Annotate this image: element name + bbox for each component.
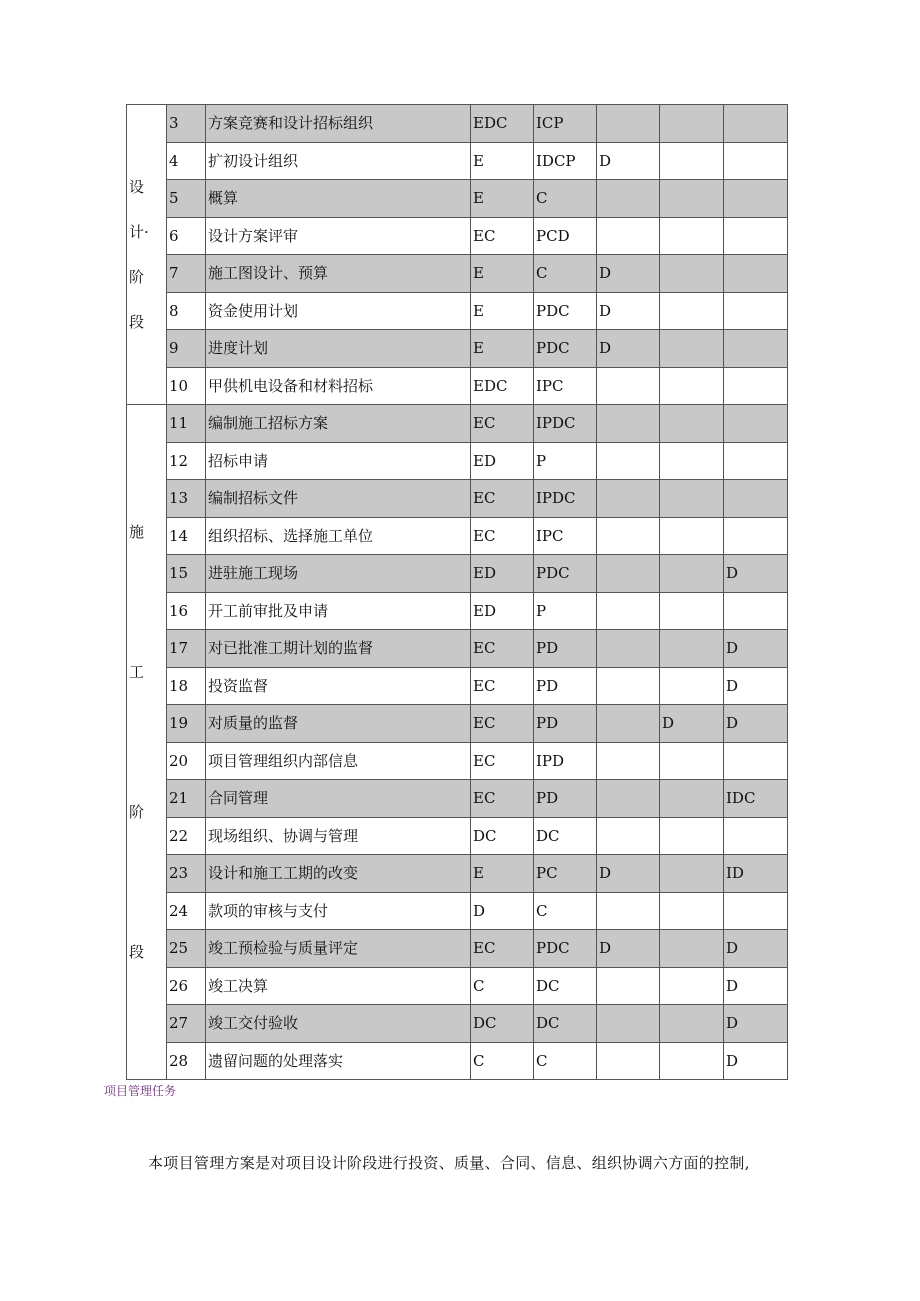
table-row [127,742,788,780]
role-cell-3 [597,180,660,218]
role-cell-4 [660,630,724,668]
role-cell-4 [660,255,724,293]
row-number: 20 [167,742,206,780]
role-cell-4 [660,592,724,630]
task-name: 资金使用计划 [206,292,471,330]
role-cell-3 [597,105,660,143]
row-number: 15 [167,555,206,593]
role-cell-3 [597,705,660,743]
task-name: 施工图设计、预算 [206,255,471,293]
role-cell-5: D [724,967,788,1005]
role-cell-4 [660,180,724,218]
role-cell-4 [660,1042,724,1080]
row-number: 14 [167,517,206,555]
role-cell-1: E [471,855,534,893]
role-cell-4 [660,780,724,818]
role-cell-3: D [597,930,660,968]
task-name: 进度计划 [206,330,471,368]
phase-char: 段 [129,943,145,961]
role-cell-1: C [471,967,534,1005]
table-row [127,817,788,855]
role-cell-1: ED [471,592,534,630]
role-cell-2: PD [534,630,597,668]
role-cell-4 [660,367,724,405]
task-name: 合同管理 [206,780,471,818]
task-name: 组织招标、选择施工单位 [206,517,471,555]
role-cell-4 [660,892,724,930]
row-number: 24 [167,892,206,930]
role-cell-2: PD [534,780,597,818]
role-cell-1: E [471,292,534,330]
role-cell-3: D [597,855,660,893]
role-cell-5: D [724,930,788,968]
role-cell-4 [660,330,724,368]
role-cell-5: D [724,667,788,705]
task-name: 进驻施工现场 [206,555,471,593]
role-cell-3 [597,667,660,705]
task-name: 项目管理组织内部信息 [206,742,471,780]
role-cell-5 [724,405,788,443]
role-cell-3 [597,592,660,630]
row-number: 7 [167,255,206,293]
table-caption: 项目管理任务 [104,1084,177,1098]
role-cell-3 [597,817,660,855]
table-row [127,667,788,705]
row-number: 8 [167,292,206,330]
role-cell-5: ID [724,855,788,893]
table-row [127,705,788,743]
role-cell-1: EC [471,217,534,255]
role-cell-3 [597,892,660,930]
phase-cell-construction [127,405,167,1080]
role-cell-1: C [471,1042,534,1080]
role-cell-5 [724,480,788,518]
phase-cell-design [127,105,167,405]
row-number: 13 [167,480,206,518]
role-cell-3 [597,1005,660,1043]
role-cell-4 [660,292,724,330]
table-row [127,1042,788,1080]
role-cell-4 [660,405,724,443]
phase-char: 工 [129,663,145,681]
table-row [127,855,788,893]
task-name: 开工前审批及申请 [206,592,471,630]
role-cell-5 [724,517,788,555]
task-name: 方案竞赛和设计招标组织 [206,105,471,143]
row-number: 21 [167,780,206,818]
role-cell-2: IPC [534,517,597,555]
role-cell-2: C [534,1042,597,1080]
role-cell-2: DC [534,1005,597,1043]
role-cell-2: DC [534,817,597,855]
role-cell-3 [597,630,660,668]
role-cell-1: EC [471,480,534,518]
phase-char: 段 [129,313,145,331]
row-number: 23 [167,855,206,893]
row-number: 18 [167,667,206,705]
role-cell-2: IPC [534,367,597,405]
role-cell-3: D [597,330,660,368]
table-row [127,555,788,593]
row-number: 19 [167,705,206,743]
role-cell-3 [597,967,660,1005]
role-cell-5 [724,442,788,480]
table-row [127,180,788,218]
role-cell-2: PDC [534,330,597,368]
role-cell-2: IPD [534,742,597,780]
role-cell-5: D [724,630,788,668]
role-cell-2: C [534,892,597,930]
row-number: 10 [167,367,206,405]
role-cell-5: D [724,705,788,743]
role-cell-1: E [471,180,534,218]
task-name: 竣工预检验与质量评定 [206,930,471,968]
task-name: 竣工决算 [206,967,471,1005]
phase-char: 施 [129,523,145,541]
phase-char: 阶 [129,803,145,821]
table-row [127,405,788,443]
role-cell-5 [724,892,788,930]
role-cell-2: ICP [534,105,597,143]
role-cell-2: PD [534,667,597,705]
task-name: 现场组织、协调与管理 [206,817,471,855]
task-name: 编制施工招标方案 [206,405,471,443]
row-number: 22 [167,817,206,855]
role-cell-4 [660,555,724,593]
row-number: 17 [167,630,206,668]
row-number: 12 [167,442,206,480]
table-row [127,217,788,255]
role-cell-3 [597,780,660,818]
role-cell-3: D [597,292,660,330]
role-cell-1: D [471,892,534,930]
task-name: 甲供机电设备和材料招标 [206,367,471,405]
role-cell-2: IPDC [534,405,597,443]
role-cell-3: D [597,142,660,180]
role-cell-4 [660,142,724,180]
role-cell-1: EC [471,930,534,968]
role-cell-3 [597,217,660,255]
role-cell-3 [597,555,660,593]
role-cell-1: EC [471,667,534,705]
table-row [127,142,788,180]
task-name: 招标申请 [206,442,471,480]
task-name: 概算 [206,180,471,218]
role-cell-1: ED [471,442,534,480]
role-cell-1: EC [471,780,534,818]
role-cell-1: E [471,330,534,368]
row-number: 9 [167,330,206,368]
role-cell-2: C [534,180,597,218]
role-cell-5 [724,180,788,218]
role-cell-4 [660,480,724,518]
role-cell-5 [724,592,788,630]
row-number: 16 [167,592,206,630]
task-name: 设计方案评审 [206,217,471,255]
role-cell-4 [660,742,724,780]
role-cell-4 [660,105,724,143]
table-row [127,630,788,668]
role-cell-4 [660,930,724,968]
task-name: 设计和施工工期的改变 [206,855,471,893]
table-row [127,442,788,480]
row-number: 11 [167,405,206,443]
role-cell-5: IDC [724,780,788,818]
role-cell-5 [724,817,788,855]
role-cell-5 [724,217,788,255]
row-number: 4 [167,142,206,180]
role-cell-2: P [534,592,597,630]
role-cell-3: D [597,255,660,293]
role-cell-4 [660,1005,724,1043]
role-cell-3 [597,517,660,555]
role-cell-2: P [534,442,597,480]
task-name: 遗留问题的处理落实 [206,1042,471,1080]
table-row [127,930,788,968]
row-number: 26 [167,967,206,1005]
body-paragraph: 本项目管理方案是对项目设计阶段进行投资、质量、合同、信息、组织协调六方面的控制, [148,1154,750,1172]
phase-char: 计· [129,223,149,241]
role-cell-1: DC [471,817,534,855]
role-cell-4 [660,217,724,255]
role-cell-2: IPDC [534,480,597,518]
role-cell-1: EC [471,742,534,780]
role-cell-2: PD [534,705,597,743]
table-row [127,330,788,368]
row-number: 6 [167,217,206,255]
table-row [127,367,788,405]
table-row [127,592,788,630]
role-cell-4 [660,967,724,1005]
role-cell-5 [724,330,788,368]
table-row [127,255,788,293]
role-cell-2: PDC [534,292,597,330]
role-cell-4 [660,855,724,893]
role-cell-4 [660,667,724,705]
row-number: 27 [167,1005,206,1043]
task-name: 投资监督 [206,667,471,705]
role-cell-3 [597,405,660,443]
phase-char: 设 [129,178,145,196]
role-cell-4: D [660,705,724,743]
role-cell-2: PDC [534,555,597,593]
task-name: 对已批准工期计划的监督 [206,630,471,668]
role-cell-4 [660,442,724,480]
phase-char: 阶 [129,268,145,286]
role-cell-4 [660,517,724,555]
role-cell-2: PDC [534,930,597,968]
role-cell-3 [597,367,660,405]
role-cell-3 [597,442,660,480]
role-cell-2: IDCP [534,142,597,180]
task-name: 编制招标文件 [206,480,471,518]
role-cell-5: D [724,1005,788,1043]
role-cell-1: EC [471,517,534,555]
role-cell-5 [724,742,788,780]
table-row [127,517,788,555]
role-cell-1: EC [471,405,534,443]
role-cell-1: EC [471,705,534,743]
role-cell-1: EDC [471,105,534,143]
row-number: 25 [167,930,206,968]
row-number: 28 [167,1042,206,1080]
table-row [127,892,788,930]
role-cell-1: E [471,142,534,180]
table-row [127,292,788,330]
task-responsibility-table [126,104,788,1080]
role-cell-1: EC [471,630,534,668]
role-cell-5 [724,292,788,330]
row-number: 3 [167,105,206,143]
role-cell-2: PCD [534,217,597,255]
role-cell-1: E [471,255,534,293]
task-name: 扩初设计组织 [206,142,471,180]
role-cell-2: C [534,255,597,293]
table-row [127,780,788,818]
task-name: 款项的审核与支付 [206,892,471,930]
role-cell-5 [724,142,788,180]
table-row [127,105,788,143]
role-cell-1: DC [471,1005,534,1043]
role-cell-4 [660,817,724,855]
role-cell-1: ED [471,555,534,593]
task-name: 对质量的监督 [206,705,471,743]
role-cell-2: DC [534,967,597,1005]
table-row [127,1005,788,1043]
role-cell-3 [597,1042,660,1080]
role-cell-5 [724,255,788,293]
table-body [127,105,788,1080]
role-cell-5 [724,105,788,143]
role-cell-5: D [724,555,788,593]
row-number: 5 [167,180,206,218]
role-cell-1: EDC [471,367,534,405]
role-cell-5 [724,367,788,405]
role-cell-5: D [724,1042,788,1080]
role-cell-2: PC [534,855,597,893]
table-row [127,967,788,1005]
table-row [127,480,788,518]
role-cell-3 [597,742,660,780]
role-cell-3 [597,480,660,518]
task-name: 竣工交付验收 [206,1005,471,1043]
